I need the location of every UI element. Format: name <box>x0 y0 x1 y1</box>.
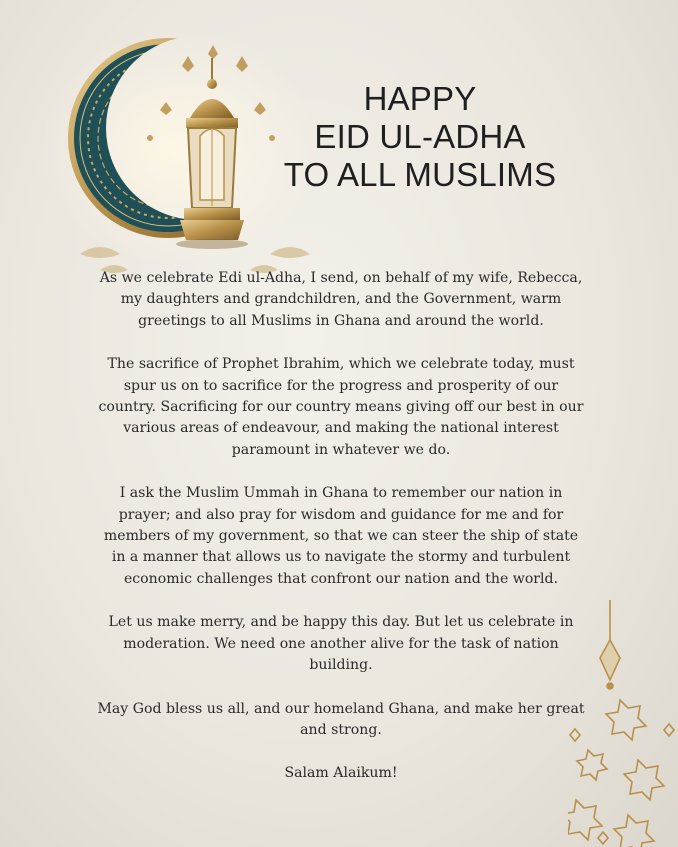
message-paragraph: Let us make merry, and be happy this day. But let us celebrate in moderation. We need one another alive for the task of nation building. <box>108 614 574 674</box>
message-paragraph: The sacrifice of Prophet Ibrahim, which we celebrate today, must spur us on to sacrifice for the progress and prosperity of our country. Sacrificing for our country means giving off our best in our various areas of endeavour, and making the national interest paramount in whatever we do. <box>98 356 584 458</box>
message-body <box>96 268 586 807</box>
message-paragraph: May God bless us all, and our homeland Ghana, and make her great and strong. <box>97 700 585 738</box>
headline-line-3: TO ALL MUSLIMS <box>283 156 557 193</box>
message-paragraph: As we celebrate Edi ul-Adha, I send, on behalf of my wife, Rebecca, my daughters and grandchildren, and the Government, warm greetings to all Muslims in Ghana and around the world. <box>99 270 583 329</box>
corner-star-pattern-decoration <box>568 600 678 847</box>
message-paragraph: I ask the Muslim Ummah in Ghana to remember our nation in prayer; and also pray for wisdom and guidance for me and for members of my government, so that we can steer the ship of state in a manner that allows us to navigate the stormy and turbulent economic challenges that confront our nation and the world. <box>103 485 579 587</box>
greeting-headline <box>250 80 590 194</box>
headline-line-2: EID UL-ADHA <box>314 118 526 155</box>
signoff: Salam Alaikum! <box>284 765 398 782</box>
headline-line-1: HAPPY <box>363 80 477 117</box>
